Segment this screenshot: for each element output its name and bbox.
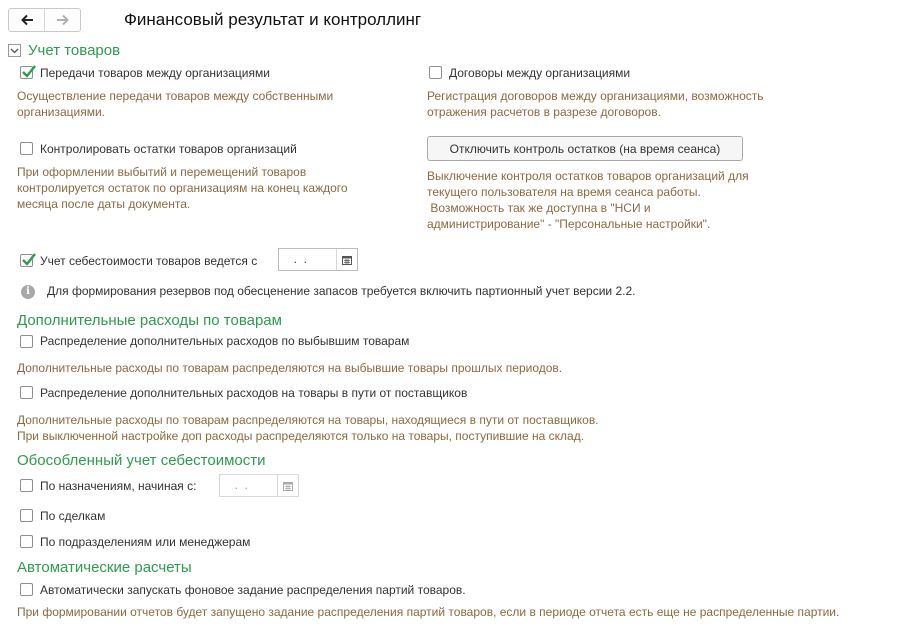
cost-accounting-label[interactable]: Учет себестоимости товаров ведется с (40, 254, 258, 268)
arrow-left-icon (20, 14, 34, 26)
calendar-button[interactable] (336, 249, 357, 270)
section-goods-title[interactable]: Учет товаров (28, 42, 121, 59)
by-purpose-label[interactable]: По назначениям, начиная с: (40, 479, 197, 493)
info-text: Для формирования резервов под обесценение запасов требуется включить партионный учет версии 2.2. (47, 284, 636, 298)
by-departments-label[interactable]: По подразделениям или менеджерам (40, 535, 251, 549)
section-separate-cost-title: Обособленный учет себестоимости (17, 452, 266, 469)
calendar-icon (283, 481, 293, 491)
cost-accounting-date-field[interactable] (278, 248, 358, 271)
by-purpose-date-field[interactable] (219, 474, 299, 497)
transfers-checkbox[interactable] (20, 66, 33, 79)
cost-accounting-date-input[interactable]: . . (287, 252, 308, 266)
disable-control-description: текущего пользователя на время сеанса работы. (427, 185, 701, 199)
section-auto-calc-title: Автоматические расчеты (17, 559, 192, 576)
auto-start-label[interactable]: Автоматически запускать фоновое задание распределения партий товаров. (40, 583, 466, 597)
control-stock-checkbox[interactable] (20, 142, 33, 155)
info-icon: i (21, 285, 35, 299)
in-transit-checkbox[interactable] (20, 386, 33, 399)
by-departments-checkbox[interactable] (20, 535, 33, 548)
navigation-buttons (8, 8, 81, 32)
auto-start-description: При формировании отчетов будет запущено задание распределения партий товаров, если в периоде отчета есть еще не распределенные партии. (17, 605, 840, 619)
by-deals-label[interactable]: По сделкам (40, 509, 106, 523)
disable-control-description: администрирование" - "Персональные настройки". (427, 217, 711, 231)
page-title: Финансовый результат и контроллинг (124, 10, 422, 29)
calendar-icon (342, 255, 352, 265)
by-purpose-checkbox[interactable] (20, 479, 33, 492)
control-stock-description: месяца после даты документа. (17, 197, 191, 211)
back-button[interactable] (9, 9, 44, 31)
contracts-description: Регистрация договоров между организациями, возможность (427, 89, 764, 103)
disable-control-description: Выключение контроля остатков товаров организаций для (427, 169, 749, 183)
contracts-label[interactable]: Договоры между организациями (449, 66, 631, 80)
disposed-description: Дополнительные расходы по товарам распределяются на выбывшие товары прошлых периодов. (17, 361, 563, 375)
in-transit-label[interactable]: Распределение дополнительных расходов на товары в пути от поставщиков (40, 386, 468, 400)
in-transit-description: При выключенной настройке доп расходы распределяются только на товары, поступившие на склад. (17, 429, 585, 443)
disposed-checkbox[interactable] (20, 335, 33, 348)
forward-button[interactable] (44, 9, 80, 31)
auto-start-checkbox[interactable] (20, 583, 33, 596)
by-deals-checkbox[interactable] (20, 509, 33, 522)
disable-control-description: Возможность так же доступна в "НСИ и (427, 201, 651, 215)
section-extra-costs-title: Дополнительные расходы по товарам (17, 312, 282, 329)
contracts-description: отражения расчетов в разрезе договоров. (427, 105, 661, 119)
disposed-label[interactable]: Распределение дополнительных расходов по выбывшим товарам (40, 334, 410, 348)
calendar-button[interactable] (277, 475, 298, 496)
checkmark-icon (20, 63, 37, 80)
chevron-down-icon (8, 44, 21, 57)
transfers-label[interactable]: Передачи товаров между организациями (40, 66, 270, 80)
contracts-checkbox[interactable] (429, 66, 442, 79)
control-stock-description: контролируется остаток по организациям на конец каждого (17, 181, 348, 195)
control-stock-label[interactable]: Контролировать остатки товаров организаций (40, 142, 297, 156)
disable-control-button[interactable]: Отключить контроль остатков (на время сеанса) (427, 136, 743, 161)
by-purpose-date-input[interactable]: . . (228, 478, 249, 492)
cost-accounting-checkbox[interactable] (20, 254, 33, 267)
checkmark-icon (20, 251, 37, 268)
control-stock-description: При оформлении выбытий и перемещений товаров (17, 165, 307, 179)
transfers-description: Осуществление передачи товаров между собственными (17, 89, 334, 103)
collapse-toggle[interactable] (8, 44, 21, 57)
arrow-right-icon (56, 14, 70, 26)
in-transit-description: Дополнительные расходы по товарам распределяются на товары, находящиеся в пути от поставщиков. (17, 413, 599, 427)
transfers-description: организациями. (17, 105, 106, 119)
